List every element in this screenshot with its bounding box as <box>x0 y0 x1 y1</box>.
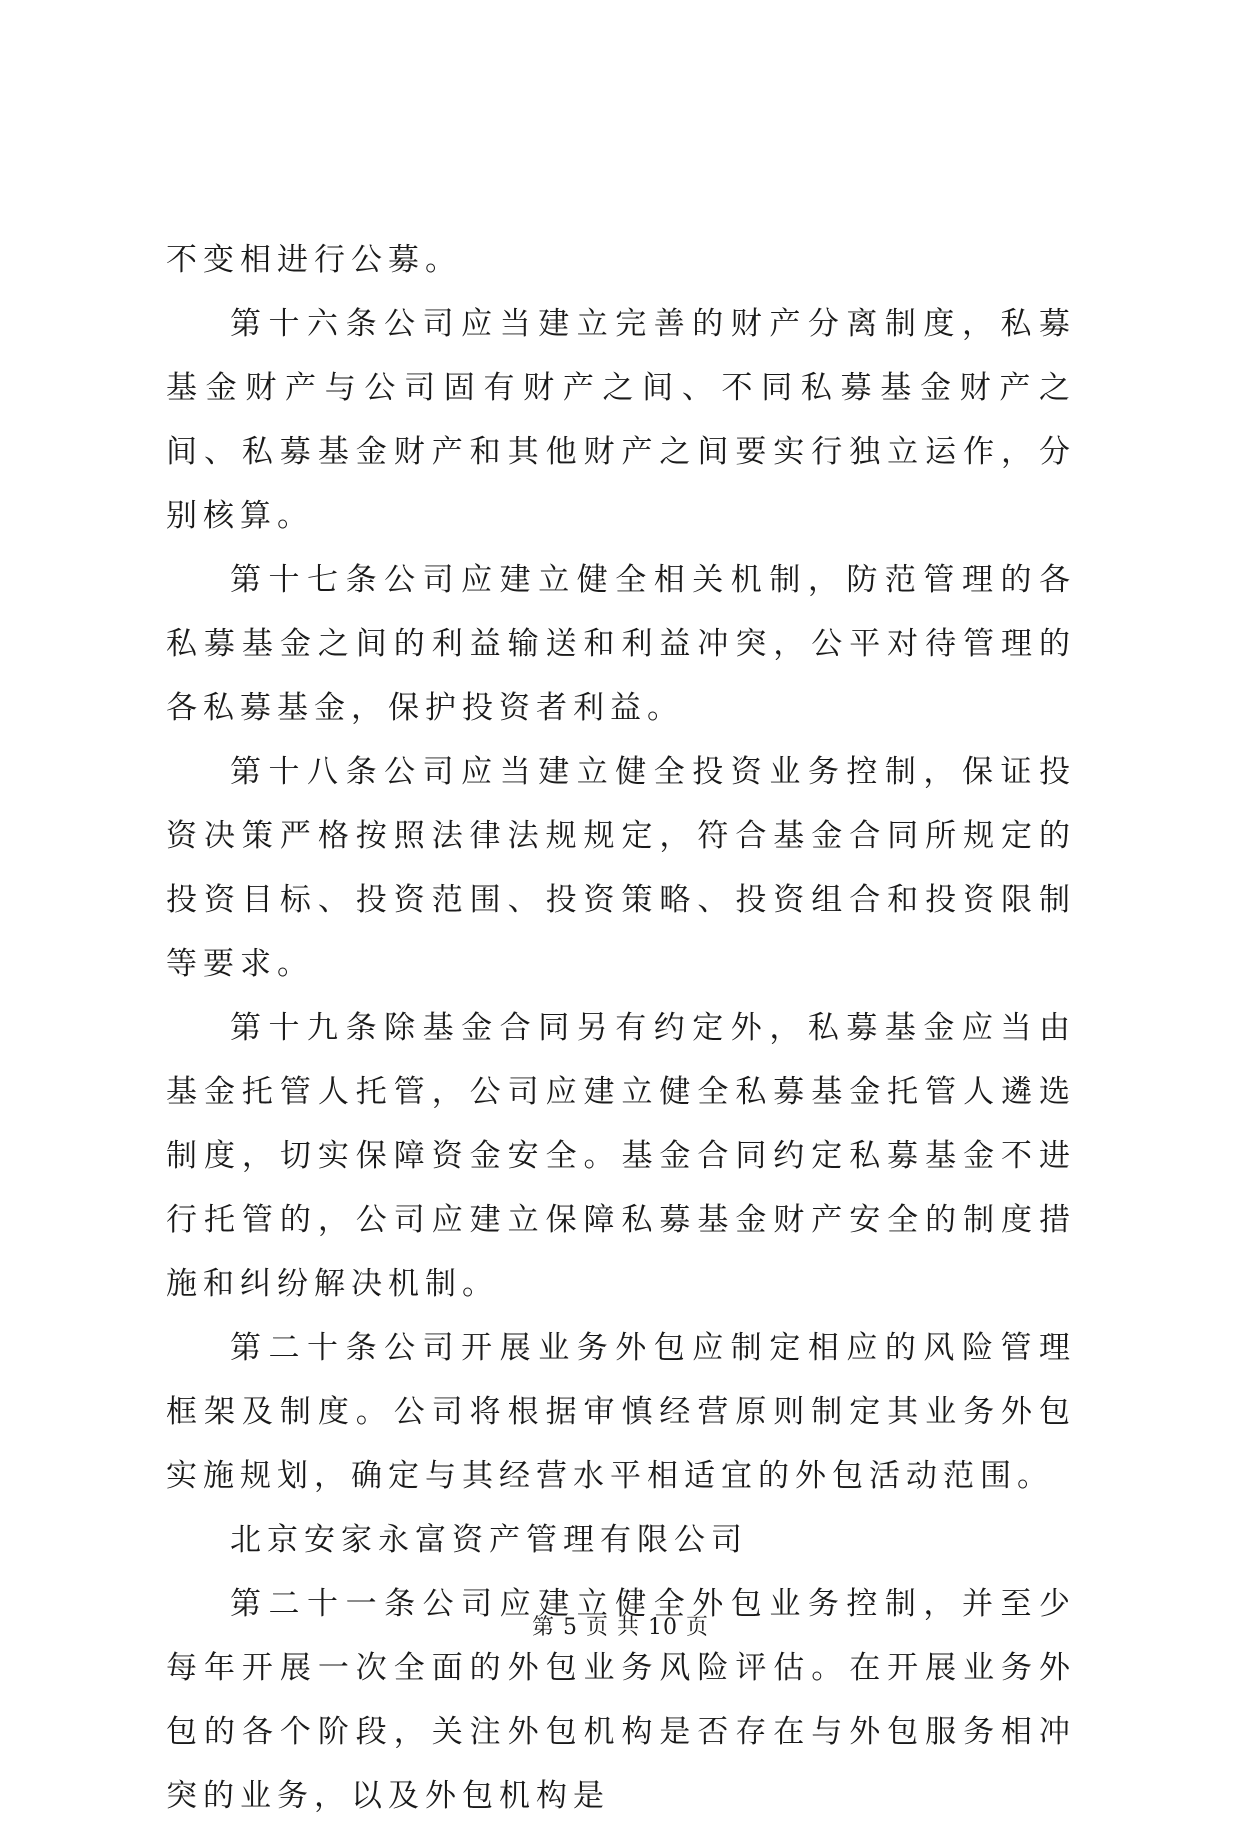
document-body <box>166 228 1076 1828</box>
paragraph-article-20: 第二十条公司开展业务外包应制定相应的风险管理框架及制度。公司将根据审慎经营原则制定其业务外包实施规划，确定与其经营水平相适宜的外包活动范围。 <box>166 1330 1076 1494</box>
company-name-line: 北京安家永富资产管理有限公司 <box>230 1522 748 1558</box>
page-number-footer: 第 5 页 共 10 页 <box>532 1615 709 1640</box>
paragraph-continuation: 不变相进行公募。 <box>166 242 462 278</box>
paragraph-article-16: 第十六条公司应当建立完善的财产分离制度，私募基金财产与公司固有财产之间、不同私募基金财产之间、私募基金财产和其他财产之间要实行独立运作，分别核算。 <box>166 306 1076 534</box>
paragraph-article-18: 第十八条公司应当建立健全投资业务控制，保证投资决策严格按照法律法规规定，符合基金合同所规定的投资目标、投资范围、投资策略、投资组合和投资限制等要求。 <box>166 754 1076 982</box>
paragraph-article-17: 第十七条公司应建立健全相关机制，防范管理的各私募基金之间的利益输送和利益冲突，公平对待管理的各私募基金，保护投资者利益。 <box>166 562 1076 726</box>
paragraph-article-19: 第十九条除基金合同另有约定外，私募基金应当由基金托管人托管，公司应建立健全私募基金托管人遴选制度，切实保障资金安全。基金合同约定私募基金不进行托管的，公司应建立保障私募基金财产安全的制度措施和纠纷解决机制。 <box>166 1010 1076 1302</box>
paragraph-article-21: 第二十一条公司应建立健全外包业务控制，并至少每年开展一次全面的外包业务风险评估。在开展业务外包的各个阶段，关注外包机构是否存在与外包服务相冲突的业务，以及外包机构是 <box>166 1586 1076 1814</box>
